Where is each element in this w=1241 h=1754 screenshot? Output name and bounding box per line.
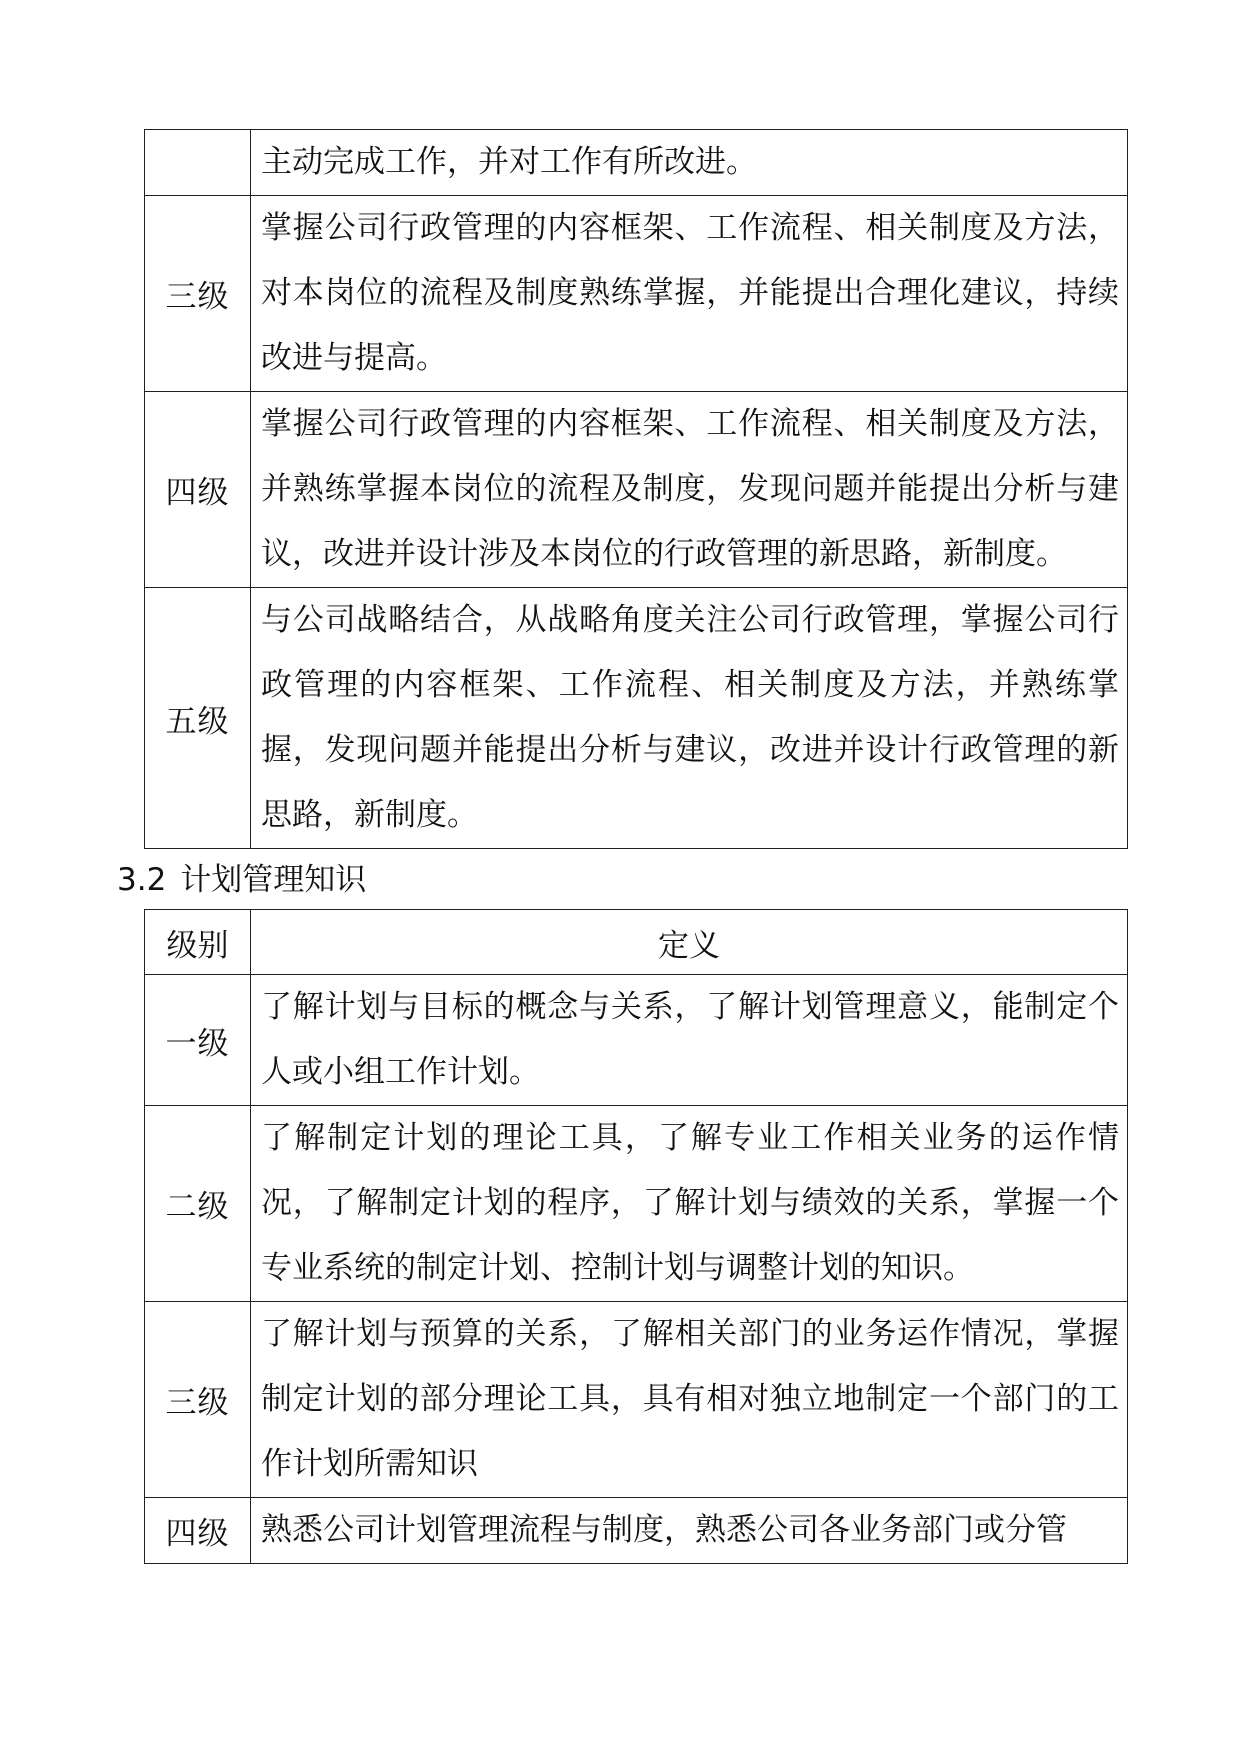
level-cell: 二级 bbox=[145, 1106, 251, 1302]
level-cell bbox=[145, 130, 251, 196]
definition-cell: 与公司战略结合，从战略角度关注公司行政管理，掌握公司行政管理的内容框架、工作流程、相关制度及方法，并熟练掌握，发现问题并能提出分析与建议，改进并设计行政管理的新思路，新制度。 bbox=[251, 588, 1128, 849]
competency-table-admin bbox=[144, 129, 1128, 849]
table-header-row bbox=[145, 910, 1128, 975]
competency-table-planning bbox=[144, 909, 1128, 1564]
definition-cell: 掌握公司行政管理的内容框架、工作流程、相关制度及方法，对本岗位的流程及制度熟练掌握，并能提出合理化建议，持续改进与提高。 bbox=[251, 196, 1128, 392]
table-row bbox=[145, 130, 1128, 196]
header-definition: 定义 bbox=[251, 910, 1128, 975]
definition-cell: 了解计划与目标的概念与关系，了解计划管理意义，能制定个人或小组工作计划。 bbox=[251, 975, 1128, 1106]
table-row bbox=[145, 975, 1128, 1106]
table-row bbox=[145, 1106, 1128, 1302]
table-row bbox=[145, 1498, 1128, 1564]
section-number: 3.2 bbox=[117, 862, 167, 898]
section-heading bbox=[117, 856, 366, 904]
table-row bbox=[145, 392, 1128, 588]
definition-cell: 了解制定计划的理论工具，了解专业工作相关业务的运作情况，了解制定计划的程序，了解计划与绩效的关系，掌握一个专业系统的制定计划、控制计划与调整计划的知识。 bbox=[251, 1106, 1128, 1302]
level-cell: 三级 bbox=[145, 196, 251, 392]
level-cell: 四级 bbox=[145, 392, 251, 588]
header-level: 级别 bbox=[145, 910, 251, 975]
definition-cell: 熟悉公司计划管理流程与制度，熟悉公司各业务部门或分管 bbox=[251, 1498, 1128, 1564]
level-cell: 一级 bbox=[145, 975, 251, 1106]
section-title-text: 计划管理知识 bbox=[180, 862, 367, 898]
definition-cell: 主动完成工作，并对工作有所改进。 bbox=[251, 130, 1128, 196]
definition-cell: 掌握公司行政管理的内容框架、工作流程、相关制度及方法，并熟练掌握本岗位的流程及制度，发现问题并能提出分析与建议，改进并设计涉及本岗位的行政管理的新思路，新制度。 bbox=[251, 392, 1128, 588]
level-cell: 四级 bbox=[145, 1498, 251, 1564]
level-cell: 三级 bbox=[145, 1302, 251, 1498]
level-cell: 五级 bbox=[145, 588, 251, 849]
table-row bbox=[145, 588, 1128, 849]
table-row bbox=[145, 1302, 1128, 1498]
table-row bbox=[145, 196, 1128, 392]
definition-cell: 了解计划与预算的关系，了解相关部门的业务运作情况，掌握制定计划的部分理论工具，具有相对独立地制定一个部门的工作计划所需知识 bbox=[251, 1302, 1128, 1498]
